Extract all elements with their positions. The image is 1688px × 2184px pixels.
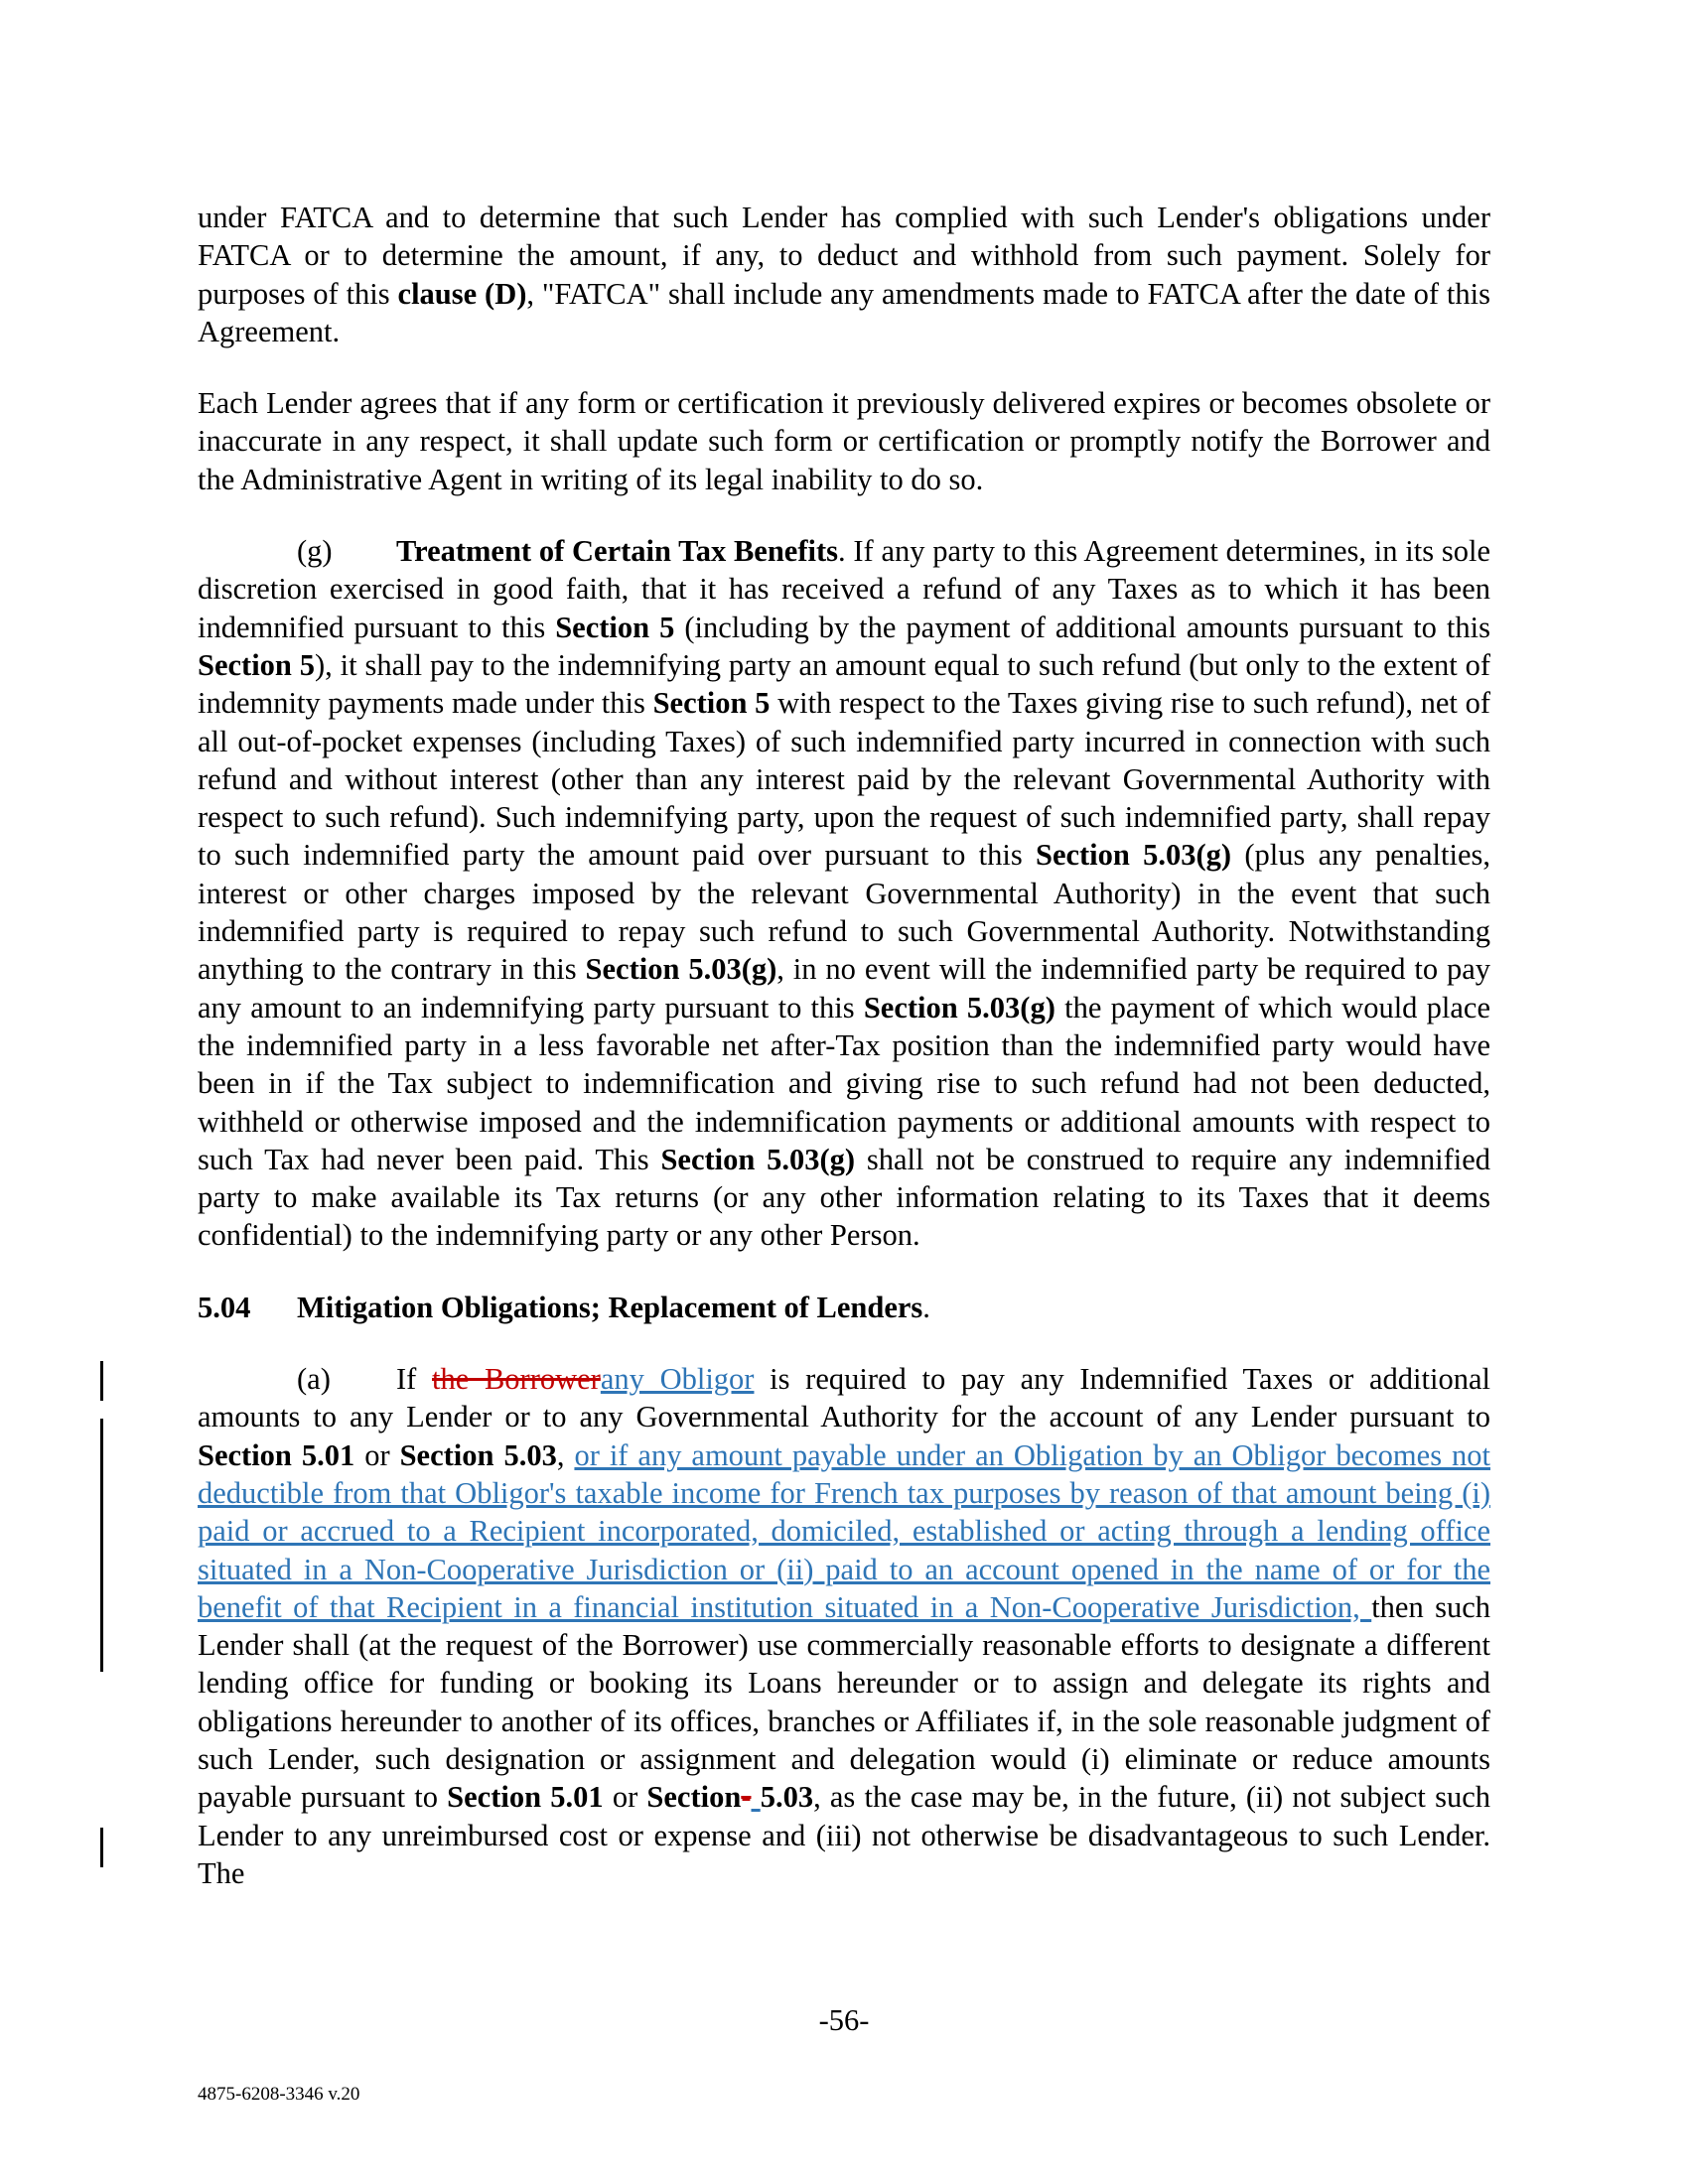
document-page xyxy=(198,199,1490,1892)
text: is required to pay any Indemnified Taxes or additional amounts to any Lender or to any Governmental Authority for the account of any Lender pursuant to xyxy=(198,1362,1490,1434)
clause-label: (a) xyxy=(297,1362,331,1397)
paragraph-treatment-tax-benefits xyxy=(198,532,1490,1255)
bold-ref: Section 5 xyxy=(652,686,771,721)
section-heading xyxy=(198,1289,1490,1326)
bold-ref: clause (D) xyxy=(397,276,527,311)
text: . If any party to this Agreement determines, in its sole discretion exercised in good faith, that it has received a refund of any Taxes as to which it has been indemnified pursuant to this xyxy=(198,534,1490,644)
text: (plus any penalties, interest or other charges imposed by the relevant Governmental Authority) in the event that such indemnified party is required to repay such refund to such Governmental Authority. Notwithstanding anything to the contrary in this xyxy=(198,838,1490,987)
bold-ref: Section xyxy=(646,1780,742,1815)
text: under FATCA and to determine that such Lender has complied with such Lender's obligations under FATCA or to determine the amount, if any, to deduct and withhold from such payment. Solely for purposes of this xyxy=(198,201,1490,311)
text: (including by the payment of additional amounts pursuant to this xyxy=(674,610,1490,644)
text: , xyxy=(556,1437,575,1472)
section-number: 5.04 xyxy=(198,1290,251,1324)
section-title: Mitigation Obligations; Replacement of Lenders xyxy=(297,1290,923,1324)
bold-ref: Section 5.01 xyxy=(198,1437,355,1472)
text: or xyxy=(603,1780,647,1815)
text: with respect to the Taxes giving rise to such refund), net of all out-of-pocket expenses (including Taxes) of such indemnified party incurred in connection with such refund and without interest (other than any interest paid by the relevant Governmental Authority with respect to such refund). Such indemnifying party, upon the request of such indemnified party, shall repay to such indemnified party the amount paid over pursuant to this xyxy=(198,686,1490,873)
page-number: -56- xyxy=(818,2003,870,2037)
bold-ref: Section 5.03(g) xyxy=(660,1142,856,1176)
tracked-insertion xyxy=(751,1780,760,1814)
paragraph-fatca xyxy=(198,199,1490,350)
tracked-deletion: the Borrower xyxy=(432,1362,601,1397)
text: ), it shall pay to the indemnifying party an amount equal to such refund (but only to the extent of indemnity payments made under this xyxy=(198,647,1490,721)
document-id: 4875-6208-3346 v.20 xyxy=(198,2084,360,2105)
change-bar xyxy=(100,1361,103,1401)
section-period: . xyxy=(922,1290,930,1324)
paragraph-mitigation xyxy=(198,1360,1490,1892)
clause-title: Treatment of Certain Tax Benefits xyxy=(396,534,839,569)
tracked-insertion: or if any amount payable under an Obligation by an Obligor becomes not deductible from that Obligor's taxable income for French tax purposes by reason of that amount being (i) paid or accrued to a Recipient incorporated, domiciled, established or acting through a lending office situated in a Non-Cooperative Jurisdiction or (ii) paid to an account opened in the name of or for the benefit of that Recipient in a financial institution situated in a Non-Cooperative Jurisdiction, xyxy=(198,1437,1491,1624)
text: or xyxy=(354,1437,400,1472)
text: If xyxy=(396,1362,433,1397)
clause-label: (g) xyxy=(297,534,333,569)
paragraph-form-update: Each Lender agrees that if any form or certification it previously delivered expires or becomes obsolete or inaccurate in any respect, it shall update such form or certification or promptly notify the Borrower and the Administrative Agent in writing of its legal inability to do so. xyxy=(198,386,1490,496)
bold-ref: Section 5.03(g) xyxy=(585,952,777,987)
tracked-insertion: any Obligor xyxy=(600,1362,755,1397)
text: , in no event will the indemnified party be required to pay any amount to an indemnifying party pursuant to this xyxy=(198,952,1491,1024)
bold-ref: Section 5.03(g) xyxy=(863,990,1055,1024)
text: shall not be construed to require any indemnified party to make available its Tax returns (or any other information relating to its Taxes that it deems confidential) to the indemnifying party or any other Person. xyxy=(198,1142,1490,1253)
bold-ref: Section 5.03 xyxy=(399,1437,557,1472)
bold-ref: Section 5 xyxy=(198,647,316,682)
bold-ref: Section 5 xyxy=(555,610,675,644)
bold-ref: Section 5.03(g) xyxy=(1035,838,1232,873)
text: , as the case may be, in the future, (ii) not subject such Lender to any unreimbursed cost or expense and (iii) not otherwise be disadvantageous to such Lender. The xyxy=(198,1780,1490,1890)
text: the payment of which would place the indemnified party in a less favorable net after-Tax position than the indemnified party would have been in if the Tax subject to indemnification and giving rise to such refund had not been deducted, withheld or otherwise imposed and the indemnification payments or additional amounts with respect to such Tax had never been paid. This xyxy=(198,990,1490,1176)
bold-ref: 5.03 xyxy=(760,1780,814,1815)
change-bar xyxy=(100,1419,103,1672)
tracked-deletion: - xyxy=(741,1780,752,1815)
text: then such Lender shall (at the request of the Borrower) use commercially reasonable efforts to designate a different lending office for funding or booking its Loans hereunder or to assign and delegate its rights and obligations hereunder to another of its offices, branches or Affiliates if, in the sole reasonable judgment of such Lender, such designation or assignment and delegation would (i) eliminate or reduce amounts payable pursuant to xyxy=(198,1589,1491,1815)
bold-ref: Section 5.01 xyxy=(447,1780,604,1815)
change-bar xyxy=(100,1828,103,1867)
text: , "FATCA" shall include any amendments made to FATCA after the date of this Agreement. xyxy=(198,276,1490,348)
